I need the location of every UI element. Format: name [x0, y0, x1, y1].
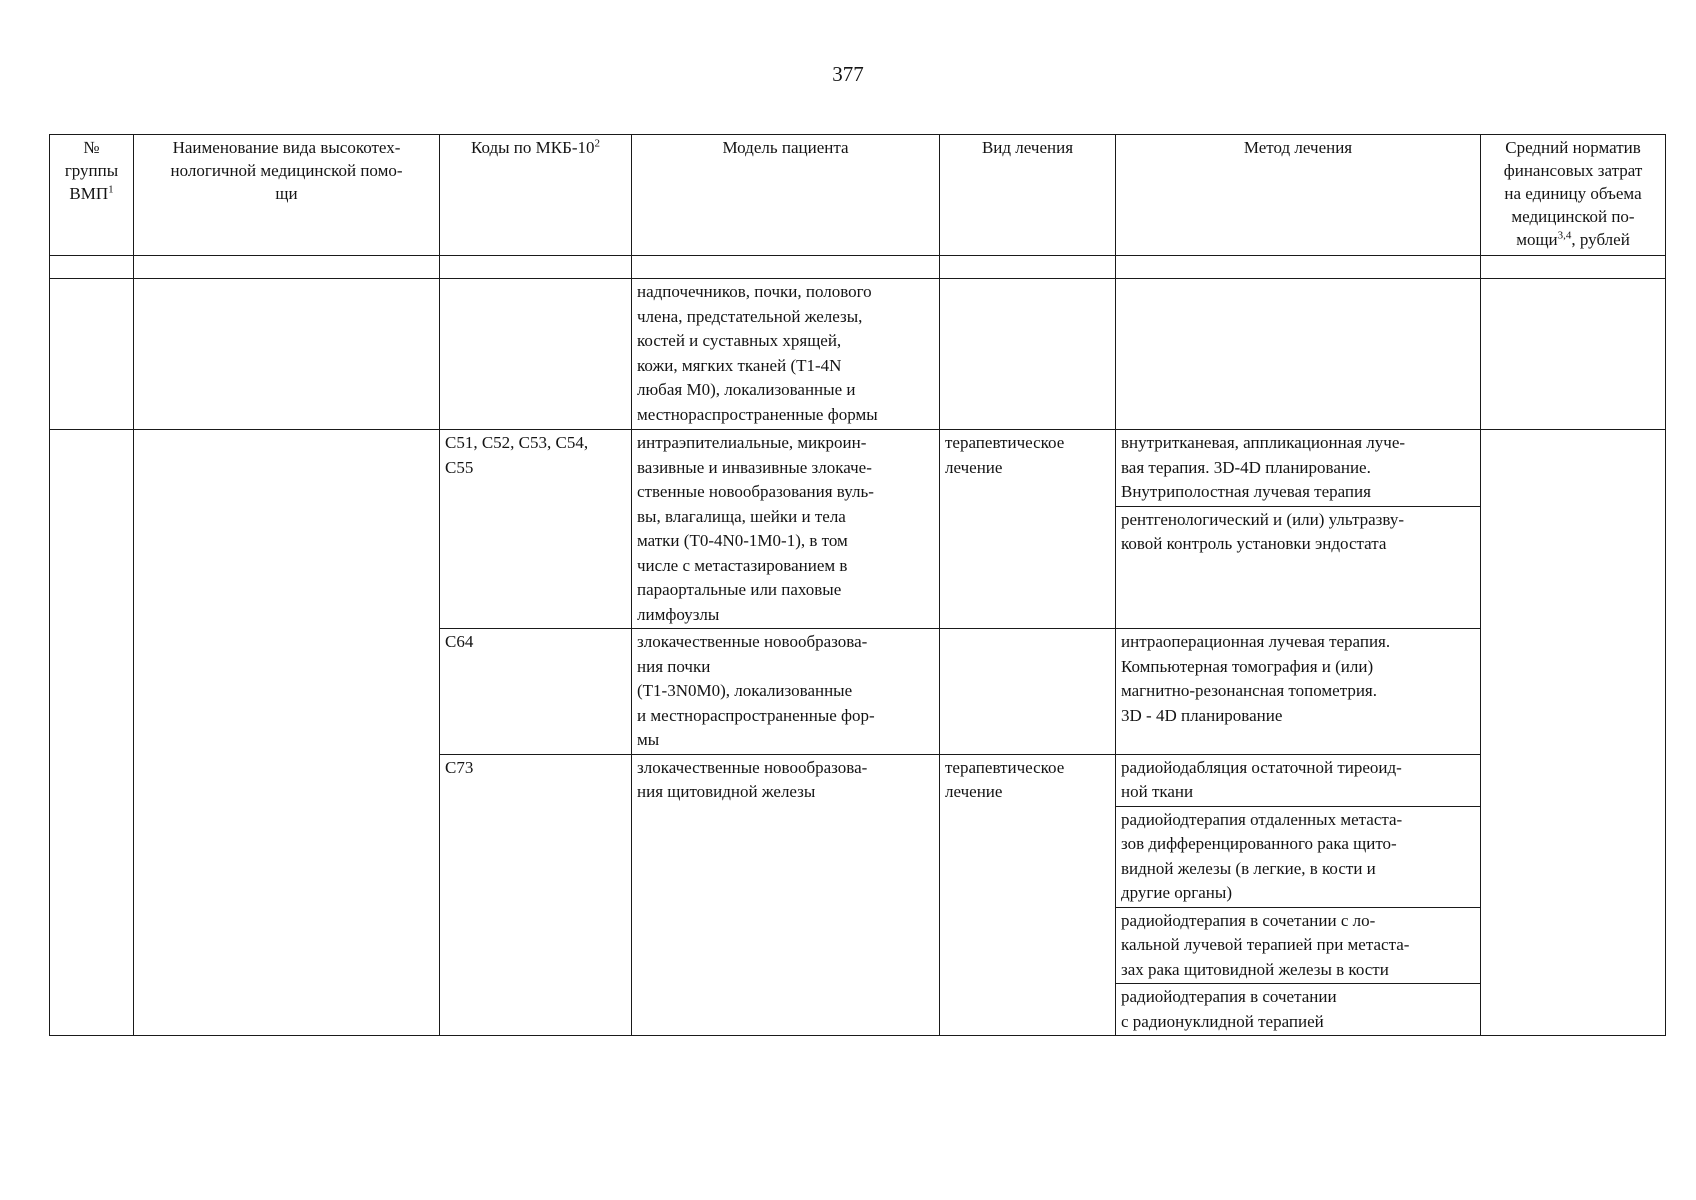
- header-patient-model: Модель пациента: [632, 135, 940, 256]
- page-number: 377: [832, 62, 864, 86]
- treatment-type-cell: терапевтическое лечение: [940, 754, 1116, 1036]
- method-item: интраоперационная лучевая терапия. Компьютерная томография и (или) магнитно-резонансная топометрия. 3D - 4D планирование: [1121, 632, 1391, 725]
- header-row: [50, 135, 1666, 256]
- header-treatment-method: Метод лечения: [1116, 135, 1481, 256]
- table-row-c51: [50, 430, 1666, 629]
- treatment-method-cell: [1116, 430, 1481, 629]
- icd-codes-cell: C73: [440, 754, 632, 1036]
- patient-model-cell: злокачественные новообразова- ния почки (T1-3N0M0), локализованные и местнораспространенные фор- мы: [632, 629, 940, 755]
- header-cost: Средний норматив финансовых затрат на единицу объема медицинской по- мощи$^{3,4}$, рублей: [1481, 135, 1666, 256]
- method-item: внутритканевая, аппликационная луче- вая терапия. 3D-4D планирование. Внутриполостная лучевая терапия: [1116, 430, 1480, 507]
- treatment-type-cell: терапевтическое лечение: [940, 430, 1116, 629]
- column-number-row: [50, 256, 1666, 279]
- method-item: рентгенологический и (или) ультразву- ковой контроль установки эндостата: [1121, 509, 1405, 553]
- patient-model-cell: злокачественные новообразова- ния щитовидной железы: [632, 754, 940, 1036]
- patient-model-cell: надпочечников, почки, полового члена, предстательной железы, костей и суставных хрящей, кожи, мягких тканей (T1-4N любая M0), локализованные и местнораспространенные формы: [632, 279, 940, 430]
- patient-model-cell: интраэпителиальные, микроин- вазивные и инвазивные злокаче- ственные новообразования вуль- вы, влагалища, шейки и тела матки (T0-4N0-1M0-1), в том числе с метастазированием в параортальные или паховые лимфоузлы: [632, 430, 940, 629]
- treatment-method-cell: [1116, 629, 1481, 755]
- header-care-name: Наименование вида высокотех- нологичной медицинской помо- щи: [134, 135, 440, 256]
- icd-codes-cell: C64: [440, 629, 632, 755]
- treatment-method-cell: [1116, 754, 1481, 1036]
- header-icd-codes: Коды по МКБ-$10^2$: [440, 135, 632, 256]
- method-item: радиойодабляция остаточной тиреоид- ной ткани: [1116, 755, 1480, 807]
- method-item: радиойодтерапия в сочетании с ло- кальной лучевой терапией при метаста- зах рака щитовидной железы в кости: [1116, 908, 1480, 985]
- method-item: радиойодтерапия в сочетании с радионуклидной терапией: [1121, 987, 1337, 1031]
- vmp-table: [49, 134, 1666, 1036]
- table-row-continuation: [50, 279, 1666, 430]
- icd-codes-cell: C51, C52, C53, C54, C55: [440, 430, 632, 629]
- header-group-no: № группы ВМП$^1$: [50, 135, 134, 256]
- method-item: радиойодтерапия отдаленных метаста- зов дифференцированного рака щито- видной железы (в легкие, в кости и другие органы): [1116, 807, 1480, 908]
- header-treatment-type: Вид лечения: [940, 135, 1116, 256]
